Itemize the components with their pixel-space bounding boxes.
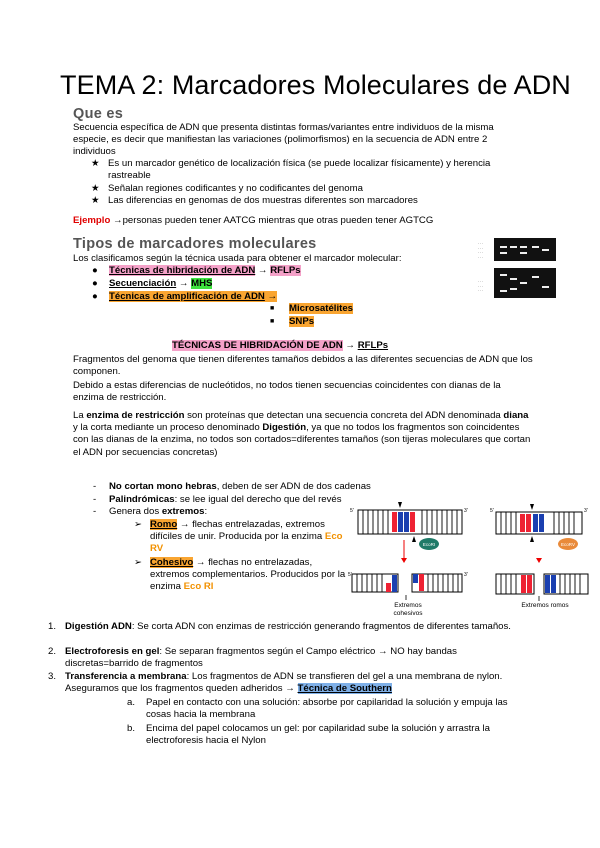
red-arrowhead-icon	[536, 558, 542, 563]
tipo-label: Secuenciación	[109, 278, 177, 289]
square-bullet-icon: ■	[270, 318, 275, 325]
star-item: Es un marcador genético de localización física (se puede localizar físicamente) y herencia rastreable	[108, 158, 491, 182]
step-number: 3.	[48, 671, 57, 682]
que-es-paragraph: Secuencia específica de ADN que presenta distintas formas/variantes entre individuos de la misma especie, es decir que manifiestan las variaciones (polimorfismos) en la secuencia de ADN entre 2 individuos	[73, 122, 494, 158]
sub-item-label: Microsatélites	[289, 303, 353, 314]
tipo-label: Técnicas de hibridación de ADN	[109, 265, 256, 276]
sub-step-item: Encima del papel colocamos un gel: por capilaridad sube la solución y arrastra la electroforesis hacia el Nylon	[146, 723, 490, 747]
cohesivo-item	[150, 557, 350, 594]
romo-item	[150, 519, 350, 556]
dash-bullet: -	[93, 481, 97, 492]
dash-item	[109, 506, 207, 518]
tipo-label: Técnicas de amplificación de ADN	[109, 291, 265, 302]
sub-step-letter: a.	[127, 697, 136, 708]
bold-term: Digestión	[262, 422, 307, 434]
text: Genera dos	[109, 506, 160, 517]
tipo-item-secuenciacion	[109, 278, 212, 290]
text: → flechas no entrelazadas, extremos complementarios. Producidos por la enzima	[150, 557, 346, 593]
square-bullet-icon: ■	[270, 305, 275, 312]
bold-term: No cortan mono hebras	[109, 481, 217, 492]
heading-label: TÉCNICAS DE HIBRIDACIÓN DE ADN	[172, 340, 343, 351]
example-line	[73, 215, 433, 227]
svg-text:3': 3'	[584, 508, 588, 514]
step-text: : Los fragmentos de ADN se transfieren del gel a una membrana de nylon. Aseguramos que los fragmentos queden adheridos →	[65, 671, 503, 695]
sub-item-label: SNPs	[289, 316, 315, 327]
dash-bullet: -	[93, 506, 97, 517]
text: y la corta mediante un proceso denominado	[73, 422, 260, 434]
step-number: 2.	[48, 646, 57, 657]
dash-item	[109, 481, 371, 493]
section-heading-tipos: Tipos de marcadores moleculares	[73, 236, 317, 252]
star-bullet-icon: ★	[91, 183, 100, 194]
text: → flechas entrelazadas, extremos difíciles de unir. Producida por la enzima	[150, 519, 325, 543]
enzyme-name: Eco RV	[150, 531, 343, 555]
page-title: TEMA 2: Marcadores Moleculares de ADN	[60, 70, 571, 100]
sub-step-item: Papel en contacto con una solución: absorbe por capilaridad la solución y empuja las cosas hacia la membrana	[146, 697, 508, 721]
step-text: : Se separan fragmentos según el Campo eléctrico → NO hay bandas discretas=barrido de fragmentos	[65, 646, 457, 670]
tipo-result: MHS	[191, 278, 213, 289]
gel-image-bottom	[494, 268, 556, 298]
hibridacion-heading	[172, 340, 388, 352]
gel-lane-labels: · · · · · · · · ·	[478, 280, 484, 293]
step-item-transferencia	[65, 671, 530, 695]
bold-term: Palindrómicas	[109, 494, 175, 505]
step-title: Digestión ADN	[65, 621, 132, 632]
tipo-result: RFLPs	[270, 265, 301, 276]
text: : se lee igual del derecho que del revés	[174, 494, 342, 505]
svg-text:5': 5'	[350, 508, 354, 514]
svg-text:5': 5'	[348, 572, 352, 578]
romo-label: Romo	[150, 519, 178, 530]
arrow: →	[178, 278, 189, 289]
bold-term: enzima de restricción	[86, 410, 185, 421]
section-heading-que-es: Que es	[73, 106, 124, 122]
step-title: Transferencia a membrana	[65, 671, 187, 682]
tipo-item-amplificacion	[109, 291, 277, 303]
arrowhead-bullet-icon: ➢	[134, 557, 143, 568]
dot-bullet-icon: ●	[92, 278, 98, 289]
step-item-electroforesis	[65, 646, 520, 670]
dna-blunt-ends	[496, 574, 588, 601]
enzyme-name: Eco RI	[183, 581, 214, 593]
technique-highlight: Técnica de Southern	[297, 683, 392, 695]
gel-image-top	[494, 238, 556, 261]
star-item: Las diferencias en genomas de dos muestras diferentes son marcadores	[108, 195, 418, 206]
arrow: →	[257, 265, 268, 276]
svg-text:3': 3'	[464, 572, 468, 578]
star-bullet-icon: ★	[91, 195, 100, 206]
dash-item	[109, 494, 342, 506]
tipo-item-hibridacion	[109, 265, 301, 277]
tipos-intro: Los clasificamos según la técnica usada para obtener el marcador molecular:	[73, 253, 402, 264]
text: , deben de ser ADN de dos cadenas	[216, 481, 371, 492]
text: :	[204, 506, 208, 517]
example-text: →personas pueden tener AATCG mientras que otras pueden tener AGTCG	[113, 215, 434, 226]
dot-bullet-icon: ●	[92, 265, 98, 276]
dna-double-strand-eco-ri	[350, 502, 468, 542]
heading-result: RFLPs	[357, 340, 389, 351]
sub-item-microsatelites	[289, 303, 353, 315]
step-item-digestion	[65, 621, 520, 633]
bold-term: extremos	[161, 506, 205, 517]
gel-lane-labels: · · · · · · · · · · · ·	[478, 242, 484, 260]
sub-step-letter: b.	[127, 723, 136, 734]
red-arrowhead-icon	[401, 558, 407, 563]
text: , ya que no todos los fragmentos son coincidentes con las dianas de la enzima, no todos son cortados=diferentes tamaños (son tijeras moleculares que cortan el ADN por secuencias concretas)	[73, 422, 531, 458]
svg-text:3': 3'	[464, 508, 468, 514]
example-label: Ejemplo	[73, 215, 111, 226]
sub-item-snps	[289, 316, 314, 328]
step-title: Electroforesis en gel	[65, 646, 160, 657]
arrow: →	[267, 291, 278, 302]
dna-cohesive-ends	[348, 572, 468, 600]
star-item: Señalan regiones codificantes y no codificantes del genoma	[108, 183, 363, 194]
bold-term: diana	[503, 410, 529, 421]
hibridacion-para1: Fragmentos del genoma que tienen diferentes tamaños debidos a las diferentes secuencias de ADN que los componen.	[73, 354, 533, 378]
label-extremos-cohesivos: Extremos cohesivos	[393, 602, 423, 617]
eco-ri-label: EcoRI	[422, 542, 436, 547]
cohesivo-label: Cohesivo	[150, 557, 194, 568]
text: La	[73, 410, 84, 421]
hibridacion-para2: Debido a estas diferencias de nucleótidos, no todos tienen secuencias coincidentes con dianas de la enzima de restricción.	[73, 380, 501, 404]
svg-text:5': 5'	[490, 508, 494, 514]
arrow: →	[345, 340, 356, 351]
hibridacion-para3	[73, 410, 533, 459]
dna-double-strand-eco-rv	[490, 504, 588, 542]
label-extremos-romos: Extremos romos	[521, 602, 569, 609]
eco-rv-label: EcoRV	[561, 542, 575, 547]
step-number: 1.	[48, 621, 57, 632]
dot-bullet-icon: ●	[92, 291, 98, 302]
star-bullet-icon: ★	[91, 158, 100, 169]
text: son proteínas que detectan una secuencia concreta del ADN denominada	[187, 410, 501, 421]
dash-bullet: -	[93, 494, 97, 505]
step-text: : Se corta ADN con enzimas de restricción generando fragmentos de diferentes tamaños.	[131, 621, 511, 632]
arrowhead-bullet-icon: ➢	[134, 519, 143, 530]
